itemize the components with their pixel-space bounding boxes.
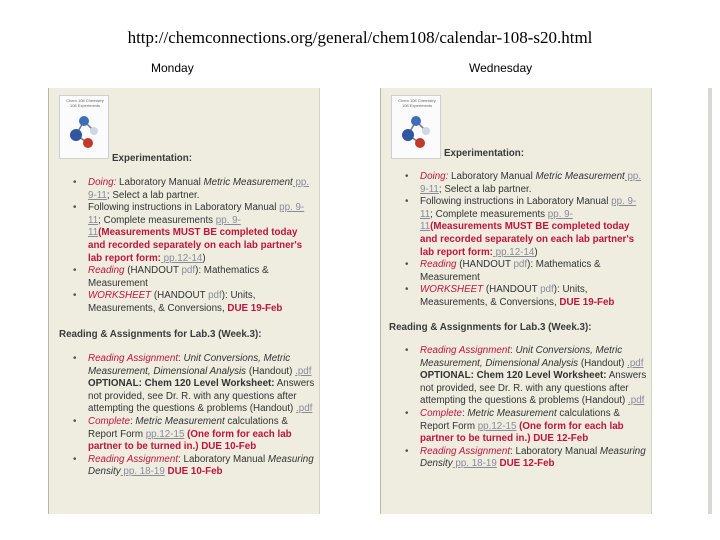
list-item-worksheet: • WORKSHEET (HANDOUT pdf): Units, Measurements, & Conversions, DUE 19-Feb: [405, 284, 615, 308]
list-item-density-reading: • Reading Assignment: Laboratory Manual Measuring Density pp. 18-19 DUE 10-Feb: [73, 453, 314, 478]
list-item-reading-assignment: • Reading Assignment: Unit Conversions, Metric Measurement, Dimensional Analysis (Handout) .pdf OPTIONAL: Chem 120 Level Worksheet: Answers not provided, see Dr. R. with any questions after attempting the questions & problems (Handout) .pdf: [73, 353, 315, 415]
list-item-complete: • Complete: Metric Measurement calculations & Report Form pp.12-15 (One form for each lab partner to be turned in.) DUE 10-Feb: [73, 415, 292, 453]
worksheet-pdf-link[interactable]: pdf: [540, 284, 554, 296]
list-item-complete: • Complete: Metric Measurement calculations & Report Form pp.12-15 (One form for each lab partner to be turned in.) DUE 12-Feb: [405, 407, 624, 445]
book-title: Chem 108 Chemistry 108 Experiments: [66, 98, 104, 108]
density-pages-link[interactable]: pp. 18-19: [452, 458, 497, 470]
optional-pdf-link[interactable]: .pdf: [296, 403, 313, 415]
list-item-reading: • Reading (HANDOUT pdf): Mathematics & Measurement: [405, 259, 601, 283]
reading-pdf-link[interactable]: pdf: [513, 259, 528, 271]
list-item-following: • Following instructions in Laboratory Manual pp. 9-11; Complete measurements pp. 9-11(Measurements MUST BE completed today and recorded separately on each lab partner's lab report form: pp.12-14): [405, 196, 637, 258]
wednesday-panel: [380, 88, 652, 514]
following-pages-link[interactable]: pp. 9-11: [88, 202, 305, 226]
report-form-pages-link[interactable]: pp.12-15: [145, 428, 185, 440]
page-url-title: http://chemconnections.org/general/chem108/calendar-108-s20.html: [127, 28, 593, 47]
complete-pages-link[interactable]: pp. 9-11: [420, 208, 573, 233]
reading-assignment-pdf-link[interactable]: .pdf: [627, 357, 644, 369]
following-pages-link[interactable]: pp. 9-11: [420, 196, 637, 220]
list-item-reading: • Reading (HANDOUT pdf): Mathematics & Measurement: [73, 265, 269, 289]
monday-panel: [48, 88, 320, 514]
experimentation-heading: Experimentation:: [112, 153, 193, 164]
book-title: Chem 108 Chemistry 108 Experiments: [398, 98, 436, 108]
assignments-list: [73, 353, 317, 479]
reading-assignment-pdf-link[interactable]: .pdf: [295, 365, 312, 377]
next-panel-edge: [708, 88, 712, 514]
list-item-worksheet: • WORKSHEET (HANDOUT pdf): Units, Measurements, & Conversions, DUE 19-Feb: [73, 290, 283, 314]
lab-manual-cover-image: [391, 95, 441, 159]
experimentation-heading: Experimentation:: [444, 148, 525, 159]
list-item-doing: • Doing: Laboratory Manual Metric Measurement pp. 9-11; Select a lab partner.: [405, 171, 642, 195]
complete-pages-link[interactable]: pp. 9-11: [88, 214, 241, 239]
assignments-heading: Reading & Assignments for Lab.3 (Week.3):: [59, 329, 262, 340]
list-item-doing: • Doing: Laboratory Manual Metric Measurement pp. 9-11; Select a lab partner.: [73, 177, 310, 201]
reading-pdf-link[interactable]: pdf: [181, 265, 196, 277]
experimentation-list: [73, 177, 317, 316]
worksheet-pdf-link[interactable]: pdf: [208, 290, 222, 302]
day-label-wednesday: Wednesday: [469, 61, 533, 75]
molecule-icon: [398, 113, 436, 153]
list-item-density-reading: • Reading Assignment: Laboratory Manual Measuring Density pp. 18-19 DUE 12-Feb: [405, 445, 646, 470]
day-label-monday: Monday: [151, 61, 194, 75]
molecule-icon: [66, 113, 104, 153]
optional-pdf-link[interactable]: .pdf: [628, 395, 645, 407]
doing-pages-link[interactable]: pp. 9-11: [88, 177, 310, 201]
list-item-following: • Following instructions in Laboratory Manual pp. 9-11; Complete measurements pp. 9-11(Measurements MUST BE completed today and recorded separately on each lab partner's lab report form: pp.12-14): [73, 202, 305, 264]
list-item-reading-assignment: • Reading Assignment: Unit Conversions, Metric Measurement, Dimensional Analysis (Handout) .pdf OPTIONAL: Chem 120 Level Worksheet: Answers not provided, see Dr. R. with any questions after attempting the questions & problems (Handout) .pdf: [405, 345, 647, 407]
assignments-heading: Reading & Assignments for Lab.3 (Week.3):: [389, 322, 592, 333]
density-pages-link[interactable]: pp. 18-19: [120, 466, 165, 478]
experimentation-list: [405, 171, 649, 310]
assignments-list: [405, 345, 649, 471]
lab-manual-cover-image: [59, 95, 109, 159]
form-pages-link[interactable]: pp.12-14: [160, 252, 203, 264]
doing-pages-link[interactable]: pp. 9-11: [420, 171, 642, 195]
report-form-pages-link[interactable]: pp.12-15: [477, 420, 517, 432]
form-pages-link[interactable]: pp.12-14: [492, 246, 535, 258]
